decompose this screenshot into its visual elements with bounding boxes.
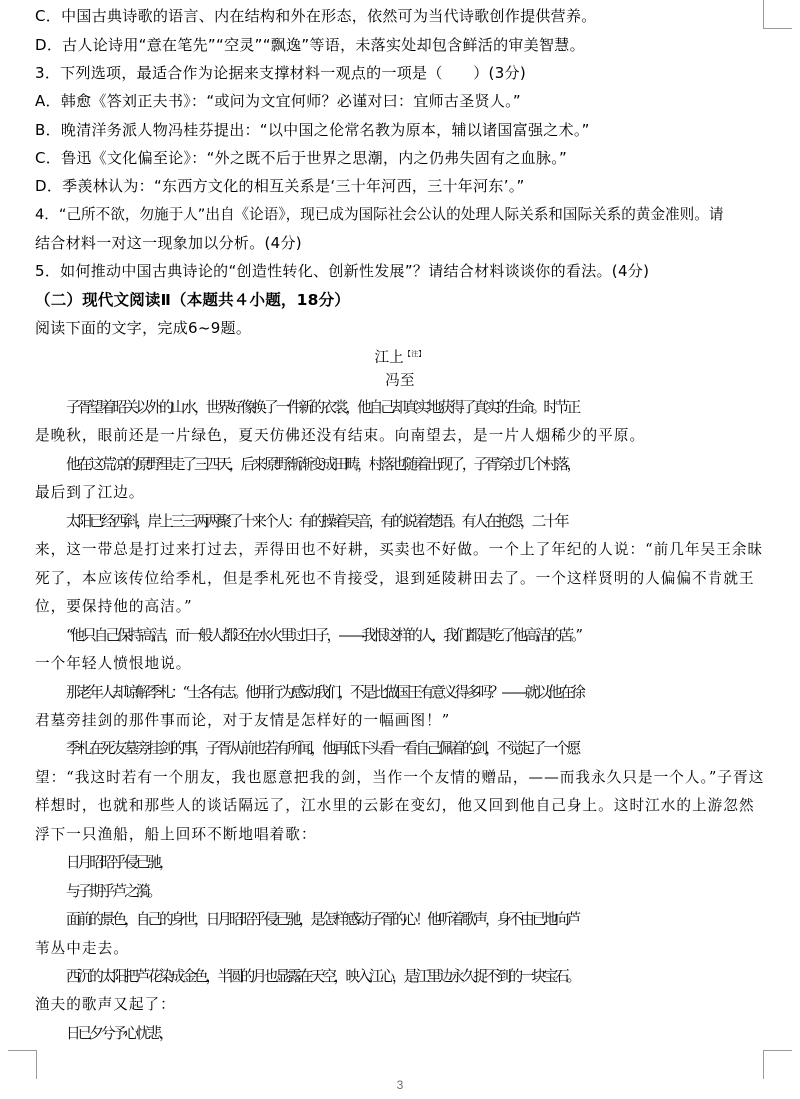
question-3-option-a: A．韩愈《答刘正夫书》：“或问为文宜何师？必谨对曰：宜师古圣贤人。” [35,92,522,110]
question-3-option-d: D．季羡林认为：“东西方文化的相互关系是‘三十年河西，三十年河东’。” [35,177,525,195]
section-instruction: 阅读下面的文字，完成6~9题。 [35,319,252,337]
article-line: 日月昭昭乎侵已驰， [66,854,171,872]
question-3-option-b: B．晚清洋务派人物冯桂芬提出：“以中国之伦常名教为原本，辅以诸国富强之术。” [35,121,590,139]
question-2-option-d: D．古人论诗用“意在笔先”“空灵”“飘逸”等语，未落实处却包含鲜活的审美智慧。 [35,36,585,54]
article-line: 死了，本应该传位给季札，但是季札死也不肯接受，退到延陵耕田去了。一个这样贤明的人偏偏不肯就王 [35,569,755,587]
article-title-note: 【注】 [403,350,426,358]
article-line: 西沉的太阳把芦花染成金色，半圆的月也显露在天空，映入江心，是江里边永久捉不到的一块宝石。 [66,968,579,985]
article-line: 季札在死友墓旁挂剑的事，子胥从前也若有所闻，他再低下头看一看自己佩着的剑，不觉起了一个愿 [66,740,579,758]
article-line: 面前的景色，自己的身世，日月昭昭乎侵已驰，是怎样感动子胥的心！他听着歌声，身不由已地向芦 [66,911,579,929]
page-number: 3 [396,1078,404,1092]
crop-mark-bottom-left [8,1050,37,1079]
article-line: 最后到了江边。 [35,484,145,502]
article-line: 他在这荒凉的原野里走了三四天，后来原野渐渐变成田畴，村落也随着出现了，子胥穿过几个村落， [66,455,579,473]
article-title-text: 江上 [374,349,404,366]
question-2-option-c: C．中国古典诗歌的语言、内在结构和外在形态，依然可为当代诗歌创作提供营养。 [35,7,597,25]
crop-mark-bottom-right [763,1050,792,1079]
article-line: 望：“我这时若有一个朋友，我也愿意把我的剑，当作一个友情的赠品，——而我永久只是一个人。”子胥这 [35,768,765,786]
article-author: 冯至 [385,373,415,389]
article-line: 子胥望着昭关以外的山水，世界好像换了一件新的衣裳，他自己却真实地获得了真实的生命。时节正 [66,399,579,416]
article-line: 浮下一只渔船，船上回环不断地唱着歌： [35,825,317,843]
article-line: 苇丛中走去。 [35,939,129,957]
question-5: 5．如何推动中国古典诗论的“创造性转化、创新性发展”？请结合材料谈谈你的看法。(4分) [35,262,650,280]
section-heading: （二）现代文阅读Ⅱ（本题共４小题，18分） [35,291,350,309]
article-line: 位，要保持他的高洁。” [35,598,193,616]
article-line: 太阳已经西斜，岸上三三两两聚了十来个人：有的操着吴音，有的说着楚语。有人在抱怨，二十年 [66,512,567,530]
article-line: 样想时，也就和那些人的谈话隔远了，江水里的云影在变幻，他又回到他自己身上。这时江水的上游忽然 [35,797,755,815]
article-line: 那老年人却谅解季札：“士各有志。他用行为感动我们，不是比做国王有意义得多吗？——就以他在徐 [66,683,583,701]
article-line: 是晚秋，眼前还是一片绿色，夏天仿佛还没有结束。向南望去，是一片人烟稀少的平原。 [35,427,646,445]
article-line: 日已夕兮予心忧悲， [66,1024,171,1042]
article-line: 与子期乎芦之漪。 [66,882,160,900]
question-4-line-2: 结合材料一对这一现象加以分析。(4分) [35,234,302,252]
question-3-option-c: C．鲁迅《文化偏至论》：“外之既不后于世界之思潮，内之仍弗失固有之血脉。” [35,149,568,167]
article-line: 一个年轻人愤恨地说。 [35,655,192,673]
article-line: 来，这一带总是打过来打过去，弄得田也不好耕，买卖也不好做。一个上了年纪的人说：“前几年吴王余昧 [35,541,764,559]
question-3-stem: 3．下列选项，最适合作为论据来支撑材料一观点的一项是（ ）(3分) [35,64,526,82]
article-line: “他只自己保持高洁，而一般人都还在水火里过日子，——我恨这样的人，我们都是吃了他高洁的苦。” [66,626,581,644]
article-title [0,344,800,368]
article-line: 君墓旁挂剑的那件事而论，对于友情是怎样好的一幅画图！” [35,711,451,729]
question-4-line-1: 4．“己所不欲，勿施于人”出自《论语》，现已成为国际社会公认的处理人际关系和国际关系的黄金准则。请 [35,206,724,223]
article-line: 渔夫的歌声又起了： [35,996,176,1014]
